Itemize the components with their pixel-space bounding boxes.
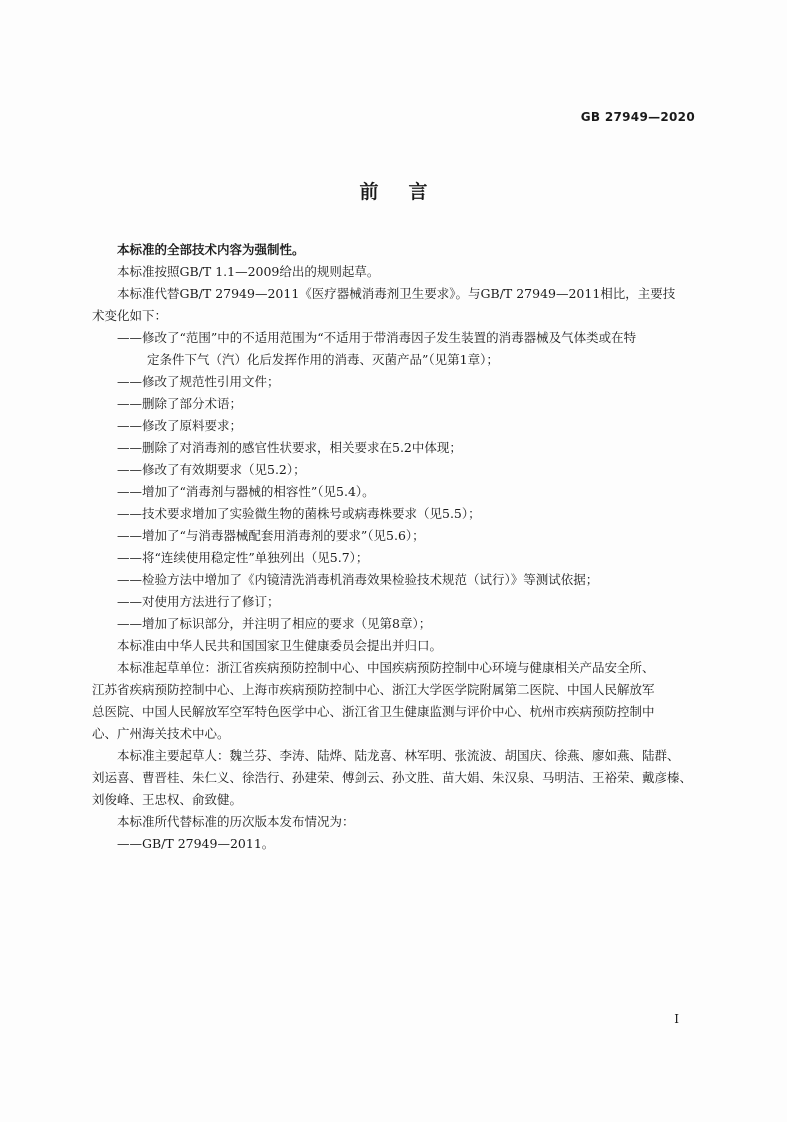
change-item: ——删除了部分术语； (117, 396, 243, 411)
change-item-continuation: 定条件下气（汽）化后发挥作用的消毒、灭菌产品”（见第1章）； (147, 352, 499, 367)
change-item: ——技术要求增加了实验微生物的菌株号或病毒株要求（见5.5）； (117, 506, 481, 521)
drafting-rules-paragraph: 本标准按照GB/T 1.1—2009给出的规则起草。 (117, 264, 380, 279)
replaces-paragraph-line: 本标准代替GB/T 27949—2011《医疗器械消毒剂卫生要求》。与GB/T 27949—2011相比，主要技 (117, 286, 676, 301)
page-number: I (674, 1012, 679, 1026)
change-item: ——增加了“消毒剂与器械的相容性”（见5.4）。 (117, 484, 375, 499)
change-item: ——修改了有效期要求（见5.2）； (117, 462, 306, 477)
change-item: ——检验方法中增加了《内镜清洗消毒机消毒效果检验技术规范（试行）》等测试依据； (117, 572, 599, 587)
drafters-line: 刘俊峰、王忠权、俞致健。 (92, 792, 243, 807)
change-item: ——修改了规范性引用文件； (117, 374, 280, 389)
change-item: ——将“连续使用稳定性”单独列出（见5.7）； (117, 550, 369, 565)
mandatory-statement: 本标准的全部技术内容为强制性。 (117, 242, 305, 257)
change-item: ——删除了对消毒剂的感官性状要求，相关要求在5.2中体现； (117, 440, 462, 455)
drafting-units-line: 江苏省疾病预防控制中心、上海市疾病预防控制中心、浙江大学医学院附属第二医院、中国人民解放军 (92, 682, 655, 697)
standard-number: GB 27949—2020 (580, 110, 695, 124)
history-paragraph: 本标准所代替标准的历次版本发布情况为： (117, 814, 355, 829)
change-item: ——增加了标识部分，并注明了相应的要求（见第8章）； (117, 616, 432, 631)
drafters-line: 本标准主要起草人：魏兰芬、李涛、陆烨、陆龙喜、林军明、张流波、胡国庆、徐燕、廖如燕、陆群、 (117, 748, 680, 763)
proposed-by-paragraph: 本标准由中华人民共和国国家卫生健康委员会提出并归口。 (117, 638, 443, 653)
change-item: ——对使用方法进行了修订； (117, 594, 280, 609)
history-item: ——GB/T 27949—2011。 (117, 836, 275, 851)
replaces-paragraph-line: 术变化如下： (92, 308, 168, 323)
drafting-units-line: 本标准起草单位：浙江省疾病预防控制中心、中国疾病预防控制中心环境与健康相关产品安全所、 (117, 660, 655, 675)
change-item: ——修改了“范围”中的不适用范围为“不适用于带消毒因子发生装置的消毒器械及气体类或在特 (117, 330, 637, 345)
foreword-body (92, 239, 698, 855)
drafting-units-line: 总医院、中国人民解放军空军特色医学中心、浙江省卫生健康监测与评价中心、杭州市疾病预防控制中 (92, 704, 655, 719)
change-item: ——修改了原料要求； (117, 418, 243, 433)
drafting-units-line: 心、广州海关技术中心。 (92, 726, 230, 741)
page-title: 前言 (359, 181, 458, 203)
change-item: ——增加了“与消毒器械配套用消毒剂的要求”（见5.6）； (117, 528, 425, 543)
drafters-line: 刘运喜、曹晋桂、朱仁义、徐浩行、孙建荣、傅剑云、孙文胜、苗大娟、朱汉泉、马明洁、王裕荣、戴彦榛、 (92, 770, 693, 785)
